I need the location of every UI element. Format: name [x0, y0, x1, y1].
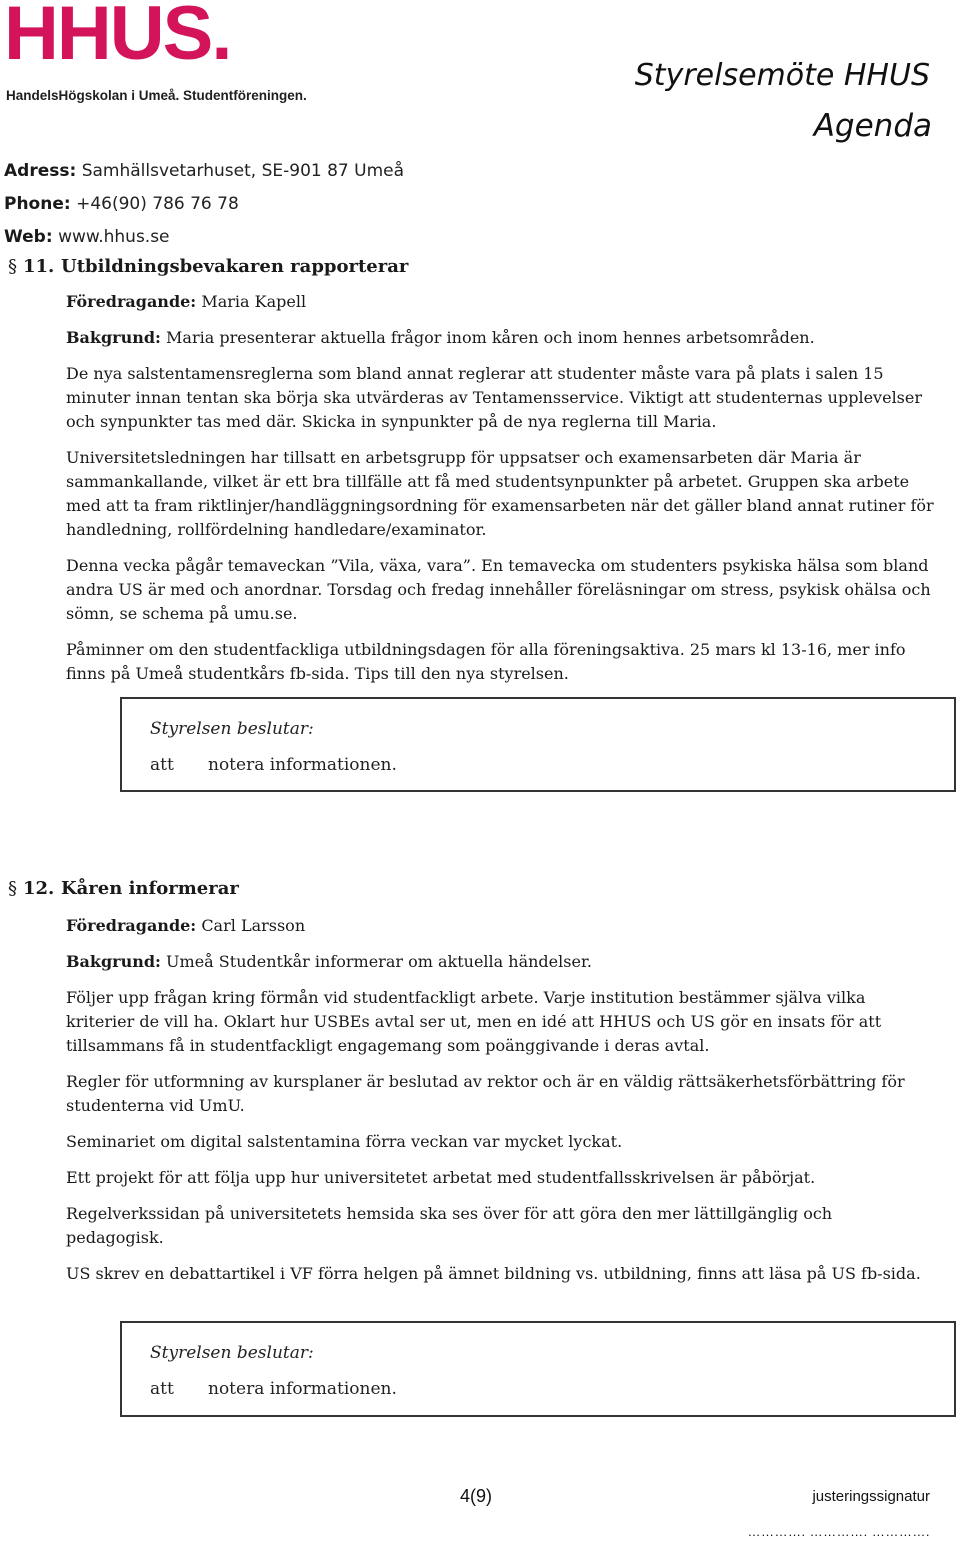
section-11-paragraph: Påminner om den studentfackliga utbildningsdagen för alla föreningsaktiva. 25 mars kl 13-16, mer info finns på Umeå studentkårs fb-sida. Tips till den nya styrelsen.: [66, 640, 906, 683]
background-label: Bakgrund:: [66, 952, 161, 971]
background-text: Maria presenterar aktuella frågor inom kåren och inom hennes arbetsområden.: [166, 328, 815, 347]
section-12-heading: [8, 878, 239, 899]
section-number: 11.: [23, 256, 55, 277]
section-11-decision-box: [120, 697, 956, 792]
web-link[interactable]: www.hhus.se: [58, 227, 170, 247]
document-subtitle: Agenda: [813, 108, 932, 144]
section-11-heading: [8, 256, 408, 277]
section-12-paragraph: Följer upp frågan kring förmån vid studentfackligt arbete. Varje institution bestämmer själva vilka kriterier de vill ha. Oklart hur USBEs avtal ser ut, men en idé att HHUS och US gör en insats för att tillsammans få in studentfackligt engagemang som poänggivande i deras avtal.: [66, 988, 882, 1055]
section-12-presenter: [66, 914, 934, 938]
section-title: Utbildningsbevakaren rapporterar: [61, 256, 409, 277]
contact-address: [4, 161, 404, 181]
section-11-paragraph: Universitetsledningen har tillsatt en arbetsgrupp för uppsatser och examensarbeten där Maria är sammankallande, vilket är ett bra tillfälle att få med studentsynpunkter på arbetet. Gruppen ska arbete med att ta fram riktlinjer/handläggningsordning för examensarbeten när det gäller bland annat rutiner för handledning, rollfördelning handledare/examinator.: [66, 448, 934, 539]
hhus-logo: [4, 0, 344, 104]
background-text: Umeå Studentkår informerar om aktuella händelser.: [166, 952, 592, 971]
phone-value: +46(90) 786 76 78: [76, 194, 239, 214]
section-symbol: §: [8, 878, 17, 899]
signature-lines: …………. …………. ………….: [747, 1524, 930, 1539]
decision-label: Styrelsen beslutar:: [150, 719, 314, 739]
logo-tagline: HandelsHögskolan i Umeå. Studentföreningen.: [6, 88, 307, 103]
signature-label: justeringssignatur: [812, 1488, 930, 1505]
section-11-background: [66, 326, 934, 350]
phone-label: Phone:: [4, 194, 71, 214]
section-12-paragraph: Ett projekt för att följa upp hur universitetet arbetat med studentfallsskrivelsen är påbörjat.: [66, 1168, 816, 1187]
presenter-label: Föredragande:: [66, 292, 197, 311]
section-12-paragraph: Seminariet om digital salstentamina förra veckan var mycket lyckat.: [66, 1132, 623, 1151]
presenter-label: Föredragande:: [66, 916, 197, 935]
section-12-background: [66, 950, 934, 974]
section-12-decision-box: [120, 1321, 956, 1417]
web-label: Web:: [4, 227, 53, 247]
logo-wordmark: HHUS.: [4, 0, 231, 76]
contact-phone: [4, 194, 239, 214]
presenter-name: Carl Larsson: [201, 916, 306, 935]
decision-text: notera informationen.: [208, 755, 397, 775]
address-label: Adress:: [4, 161, 77, 181]
decision-text: notera informationen.: [208, 1379, 397, 1399]
contact-web: [4, 227, 170, 247]
presenter-name: Maria Kapell: [201, 292, 307, 311]
background-label: Bakgrund:: [66, 328, 161, 347]
address-value: Samhällsvetarhuset, SE-901 87 Umeå: [81, 161, 405, 181]
decision-att: att: [150, 1379, 174, 1399]
section-12-paragraph: US skrev en debattartikel i VF förra helgen på ämnet bildning vs. utbildning, finns att läsa på US fb-sida.: [66, 1264, 921, 1283]
section-11-presenter: [66, 290, 934, 314]
section-symbol: §: [8, 256, 17, 277]
section-number: 12.: [23, 878, 55, 899]
decision-label: Styrelsen beslutar:: [150, 1343, 314, 1363]
section-title: Kåren informerar: [61, 878, 239, 899]
decision-att: att: [150, 755, 174, 775]
page-number: 4(9): [460, 1486, 493, 1506]
section-12-paragraph: Regelverkssidan på universitetets hemsida ska ses över för att göra den mer lättillgänglig och pedagogisk.: [66, 1204, 833, 1247]
section-11-paragraph: De nya salstentamensreglerna som bland annat reglerar att studenter måste vara på plats i salen 15 minuter innan tentan ska börja ska utvärderas av Tentamensservice. Viktigt att studenternas upplevelser och synpunkter tas med där. Skicka in synpunkter på de nya reglerna till Maria.: [66, 364, 923, 431]
section-11-paragraph: Denna vecka pågår temaveckan ”Vila, växa, vara”. En temavecka om studenters psykiska hälsa som bland andra US är med och anordnar. Torsdag och fredag innehåller föreläsningar om stress, psykisk ohälsa och sömn, se schema på umu.se.: [66, 556, 931, 623]
document-title: Styrelsemöte HHUS: [634, 58, 930, 93]
section-12-paragraph: Regler för utformning av kursplaner är beslutad av rektor och är en väldig rättsäkerhetsförbättring för studenterna vid UmU.: [66, 1072, 905, 1115]
